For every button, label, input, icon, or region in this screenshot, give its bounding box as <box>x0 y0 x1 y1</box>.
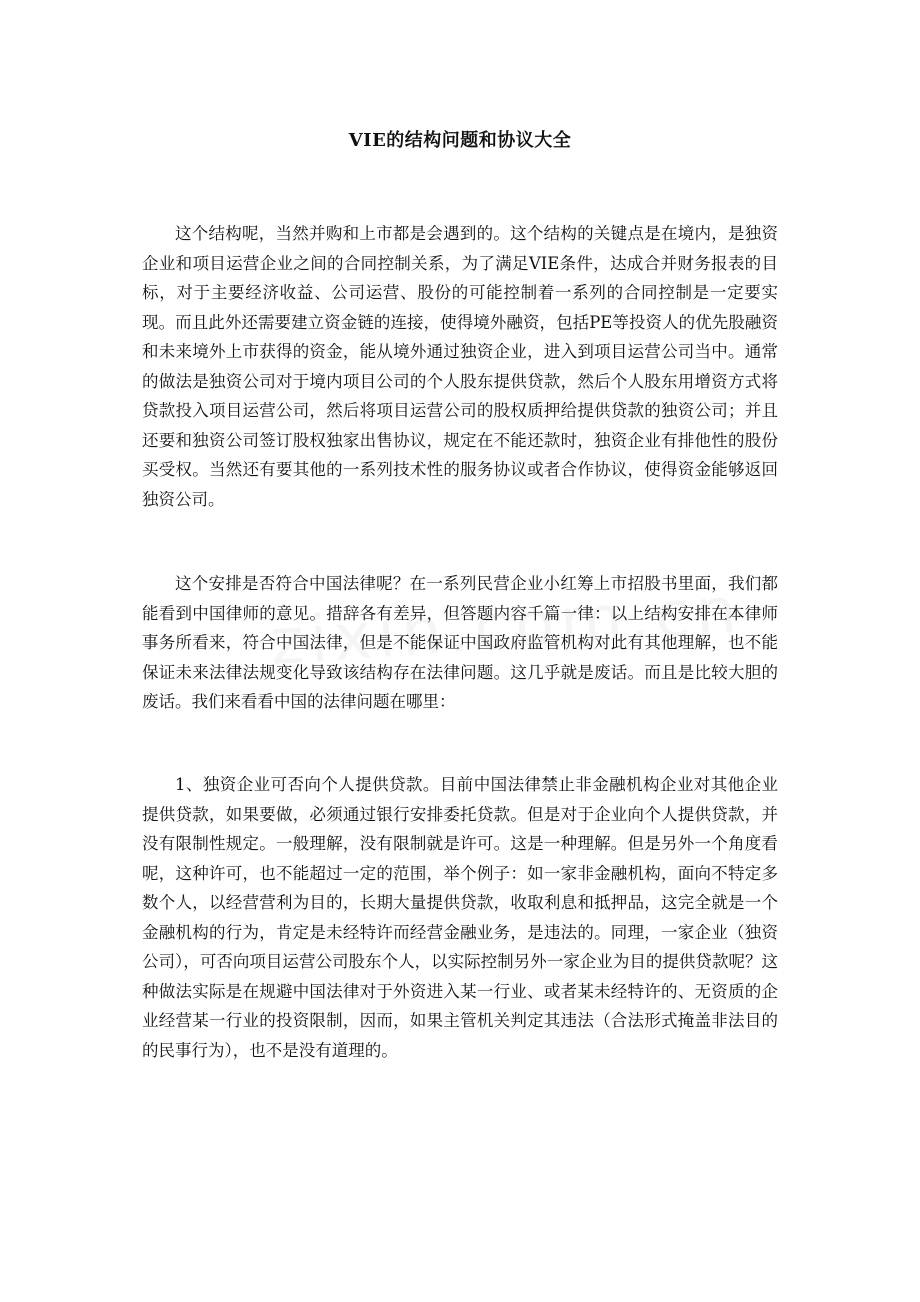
paragraph-legal-compliance: 这个安排是否符合中国法律呢？在一系列民营企业小红筹上市招股书里面，我们都能看到中国律师的意见。措辞各有差异，但答题内容千篇一律：以上结构安排在本律师事务所看来，符合中国法律，但是不能保证中国政府监管机构对此有其他理解，也不能保证未来法律法规变化导致该结构存在法律问题。这几乎就是废话。而且是比较大胆的废话。我们来看看中国的法律问题在哪里： <box>142 574 778 711</box>
document-title: VIE的结构问题和协议大全 <box>348 130 572 151</box>
paragraph-loan-issue: 1、独资企业可否向个人提供贷款。目前中国法律禁止非金融机构企业对其他企业提供贷款，如果要做，必须通过银行安排委托贷款。但是对于企业向个人提供贷款，并没有限制性规定。一般理解，没有限制就是许可。这是一种理解。但是另外一个角度看呢，这种许可，也不能超过一定的范围，举个例子：如一家非金融机构，面向不特定多数个人，以经营营利为目的，长期大量提供贷款，收取利息和抵押品，这完全就是一个金融机构的行为，肯定是未经特许而经营金融业务，是违法的。同理，一家企业（独资公司），可否向项目运营公司股东个人，以实际控制另外一家企业为目的提供贷款呢？这种做法实际是在规避中国法律对于外资进入某一行业、或者某未经特许的、无资质的企业经营某一行业的投资限制，因而，如果主管机关判定其违法（合法形式掩盖非法目的的民事行为），也不是没有道理的。 <box>142 775 778 1060</box>
paragraph-vie-structure: 这个结构呢，当然并购和上市都是会遇到的。这个结构的关键点是在境内，是独资企业和项目运营企业之间的合同控制关系，为了满足VIE条件，达成合并财务报表的目标，对于主要经济收益、公司运营、股份的可能控制着一系列的合同控制是一定要实现。而且此外还需要建立资金链的连接，使得境外融资，包括PE等投资人的优先股融资和未来境外上市获得的资金，能从境外通过独资企业，进入到项目运营公司当中。通常的做法是独资公司对于境内项目公司的个人股东提供贷款，然后个人股东用增资方式将贷款投入项目运营公司，然后将项目运营公司的股权质押给提供贷款的独资公司；并且还要和独资公司签订股权独家出售协议，规定在不能还款时，独资企业有排他性的股份买受权。当然还有要其他的一系列技术性的服务协议或者合作协议，使得资金能够返回独资公司。 <box>142 224 778 509</box>
